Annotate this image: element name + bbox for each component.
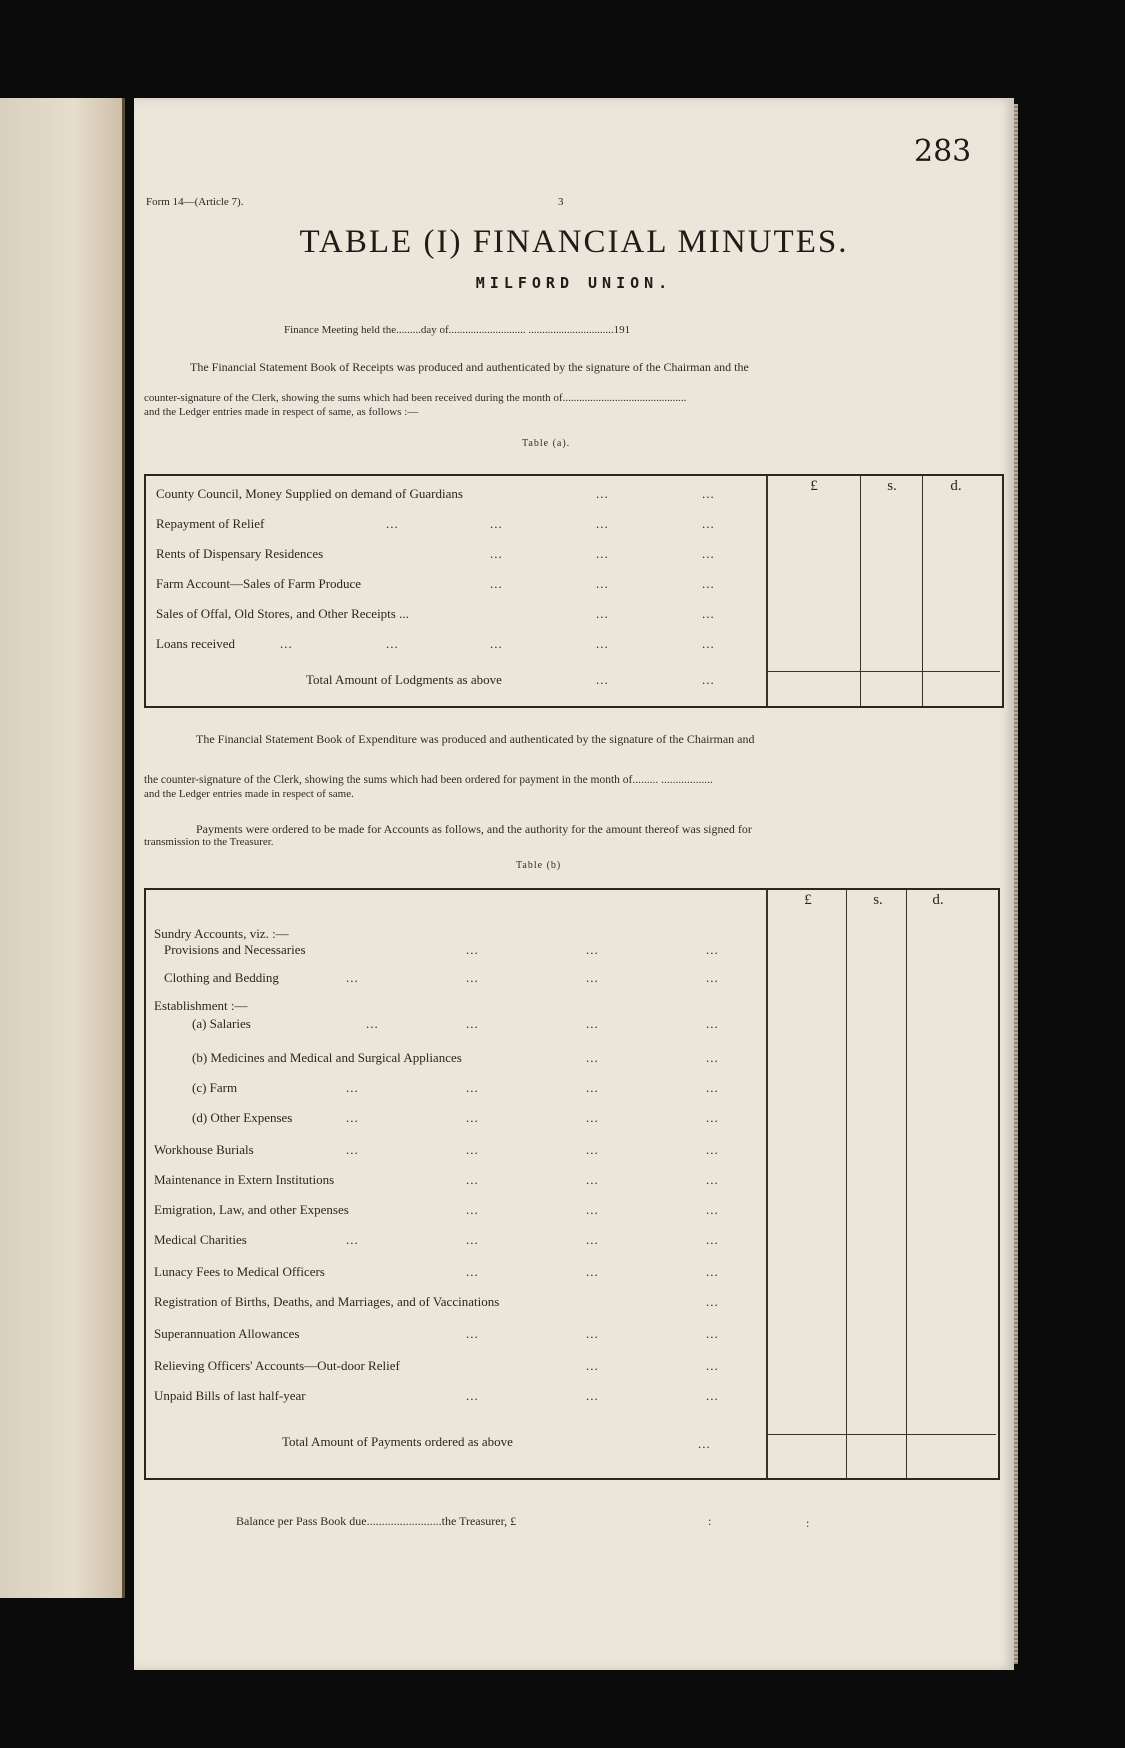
balance-shillings-separator: : [708, 1514, 712, 1528]
table-a-caption: Table (a). [522, 438, 571, 449]
leader-dots: ... [706, 1358, 719, 1373]
leader-dots: ... [466, 1202, 479, 1217]
leader-dots: ... [586, 1172, 599, 1187]
table-b-col-pence: d. [932, 892, 944, 908]
leader-dots: ... [706, 1142, 719, 1157]
leader-dots: ... [346, 970, 359, 985]
leader-dots: ... [706, 1264, 719, 1279]
leader-dots: ... [346, 1142, 359, 1157]
table-a-row: Sales of Offal, Old Stores, and Other Receipts ... [156, 606, 409, 621]
leader-dots: ... [586, 1388, 599, 1403]
leader-dots: ... [702, 516, 715, 531]
table-b-row: Superannuation Allowances [154, 1326, 300, 1341]
table-b-row: (a) Salaries [192, 1016, 251, 1031]
table-b [144, 888, 1000, 1480]
table-b-col-shillings: s. [873, 892, 883, 908]
table-b-row: Establishment :— [154, 998, 248, 1013]
table-b-row: Workhouse Burials [154, 1142, 254, 1157]
payments-paragraph-line-2: transmission to the Treasurer. [144, 836, 274, 848]
leader-dots: ... [466, 1326, 479, 1341]
leader-dots: ... [386, 636, 399, 651]
leader-dots: ... [586, 1326, 599, 1341]
leader-dots: ... [586, 970, 599, 985]
table-b-row: Registration of Births, Deaths, and Marriages, and of Vaccinations [154, 1294, 500, 1309]
table-a-col-shillings: s. [887, 478, 897, 494]
leader-dots: ... [366, 1016, 379, 1031]
expenditure-paragraph-line-1: The Financial Statement Book of Expenditure was produced and authenticated by the signature of the Chairman and [196, 732, 755, 746]
table-b-caption: Table (b) [516, 860, 562, 871]
leader-dots: ... [490, 576, 503, 591]
leader-dots: ... [466, 970, 479, 985]
leader-dots: ... [706, 942, 719, 957]
leader-dots: ... [466, 1016, 479, 1031]
ledger-page [134, 98, 1014, 1670]
table-b-row: Medical Charities [154, 1232, 247, 1247]
page-number: 283 [914, 134, 972, 169]
leader-dots: ... [466, 1080, 479, 1095]
leader-dots: ... [586, 1232, 599, 1247]
leader-dots: ... [706, 970, 719, 985]
leader-dots: ... [346, 1232, 359, 1247]
balance-pence-separator: : [806, 1516, 810, 1530]
table-a-row: Loans received [156, 636, 236, 651]
leader-dots: ... [706, 1294, 719, 1309]
leader-dots: ... [596, 486, 609, 501]
table-b-col-pounds: £ [804, 892, 812, 908]
facing-page [0, 98, 125, 1598]
table-a-row: County Council, Money Supplied on demand of Guardians [156, 486, 463, 501]
table-a-total-label: Total Amount of Lodgments as above [306, 672, 502, 687]
leader-dots: ... [706, 1050, 719, 1065]
leader-dots: ... [346, 1110, 359, 1125]
table-b-row: Relieving Officers' Accounts—Out-door Relief [154, 1358, 400, 1373]
table-a-row: Rents of Dispensary Residences [156, 546, 324, 561]
leader-dots: ... [386, 516, 399, 531]
leader-dots: ... [490, 546, 503, 561]
payments-paragraph-line-1: Payments were ordered to be made for Accounts as follows, and the authority for the amount thereof was signed for [196, 822, 752, 836]
expenditure-paragraph-line-3: and the Ledger entries made in respect of same. [144, 788, 354, 800]
table-b-total-label: Total Amount of Payments ordered as above [282, 1434, 513, 1449]
leader-dots: ... [702, 576, 715, 591]
leader-dots: ... [586, 1142, 599, 1157]
page-title: TABLE (I) FINANCIAL MINUTES. [299, 224, 849, 260]
leader-dots: ... [702, 546, 715, 561]
table-a-row: Farm Account—Sales of Farm Produce [156, 576, 362, 591]
receipts-paragraph-line-3: and the Ledger entries made in respect of same, as follows :— [144, 406, 419, 418]
balance-line: Balance per Pass Book due.........................the Treasurer, £ [236, 1514, 517, 1528]
receipts-paragraph-line-2: counter-signature of the Clerk, showing the sums which had been received during the month of............................................. [144, 392, 687, 404]
table-b-row: Clothing and Bedding [164, 970, 279, 985]
expenditure-paragraph-line-2: the counter-signature of the Clerk, showing the sums which had been ordered for payment in the month of......... .................. [144, 774, 713, 786]
table-b-sundry-heading: Sundry Accounts, viz. :— [154, 926, 289, 941]
leader-dots: ... [586, 1050, 599, 1065]
leader-dots: ... [466, 1172, 479, 1187]
table-a [144, 474, 1004, 708]
sheet-number: 3 [558, 196, 564, 208]
leader-dots: ... [586, 1080, 599, 1095]
leader-dots: ... [586, 1016, 599, 1031]
table-b-row: (b) Medicines and Medical and Surgical Appliances [192, 1050, 462, 1065]
leader-dots: ... [596, 606, 609, 621]
leader-dots: ... [706, 1232, 719, 1247]
leader-dots: ... [596, 636, 609, 651]
leader-dots: ... [466, 1388, 479, 1403]
leader-dots: ... [702, 486, 715, 501]
leader-dots: ... [706, 1080, 719, 1095]
leader-dots: ... [596, 672, 609, 687]
leader-dots: ... [346, 1080, 359, 1095]
leader-dots: ... [706, 1110, 719, 1125]
table-b-row: Provisions and Necessaries [164, 942, 306, 957]
leader-dots: ... [706, 1388, 719, 1403]
leader-dots: ... [466, 1264, 479, 1279]
leader-dots: ... [586, 1358, 599, 1373]
leader-dots: ... [586, 1264, 599, 1279]
leader-dots: ... [706, 1172, 719, 1187]
table-b-row: Maintenance in Extern Institutions [154, 1172, 335, 1187]
table-b-row: Unpaid Bills of last half-year [154, 1388, 306, 1403]
leader-dots: ... [466, 942, 479, 957]
receipts-paragraph-line-1: The Financial Statement Book of Receipts was produced and authenticated by the signature of the Chairman and the [190, 360, 749, 374]
leader-dots: ... [586, 942, 599, 957]
union-name: MILFORD UNION. [475, 274, 673, 292]
leader-dots: ... [466, 1110, 479, 1125]
leader-dots: ... [490, 636, 503, 651]
leader-dots: ... [466, 1142, 479, 1157]
leader-dots: ... [706, 1202, 719, 1217]
table-b-row: Lunacy Fees to Medical Officers [154, 1264, 325, 1279]
leader-dots: ... [280, 636, 293, 651]
leader-dots: ... [702, 672, 715, 687]
meeting-line: Finance Meeting held the.........day of............................ ...............................191 [284, 324, 631, 336]
leader-dots: ... [698, 1436, 711, 1451]
form-reference: Form 14—(Article 7). [146, 196, 244, 208]
table-b-row: (d) Other Expenses [192, 1110, 293, 1125]
leader-dots: ... [596, 576, 609, 591]
leader-dots: ... [596, 546, 609, 561]
table-a-col-pounds: £ [810, 478, 818, 494]
leader-dots: ... [586, 1110, 599, 1125]
leader-dots: ... [702, 606, 715, 621]
leader-dots: ... [702, 636, 715, 651]
leader-dots: ... [490, 516, 503, 531]
table-b-row: (c) Farm [192, 1080, 238, 1095]
table-a-row: Repayment of Relief [156, 516, 265, 531]
leader-dots: ... [466, 1232, 479, 1247]
table-a-col-pence: d. [950, 478, 962, 494]
table-b-row: Emigration, Law, and other Expenses [154, 1202, 349, 1217]
leader-dots: ... [706, 1016, 719, 1031]
leader-dots: ... [706, 1326, 719, 1341]
leader-dots: ... [596, 516, 609, 531]
leader-dots: ... [586, 1202, 599, 1217]
